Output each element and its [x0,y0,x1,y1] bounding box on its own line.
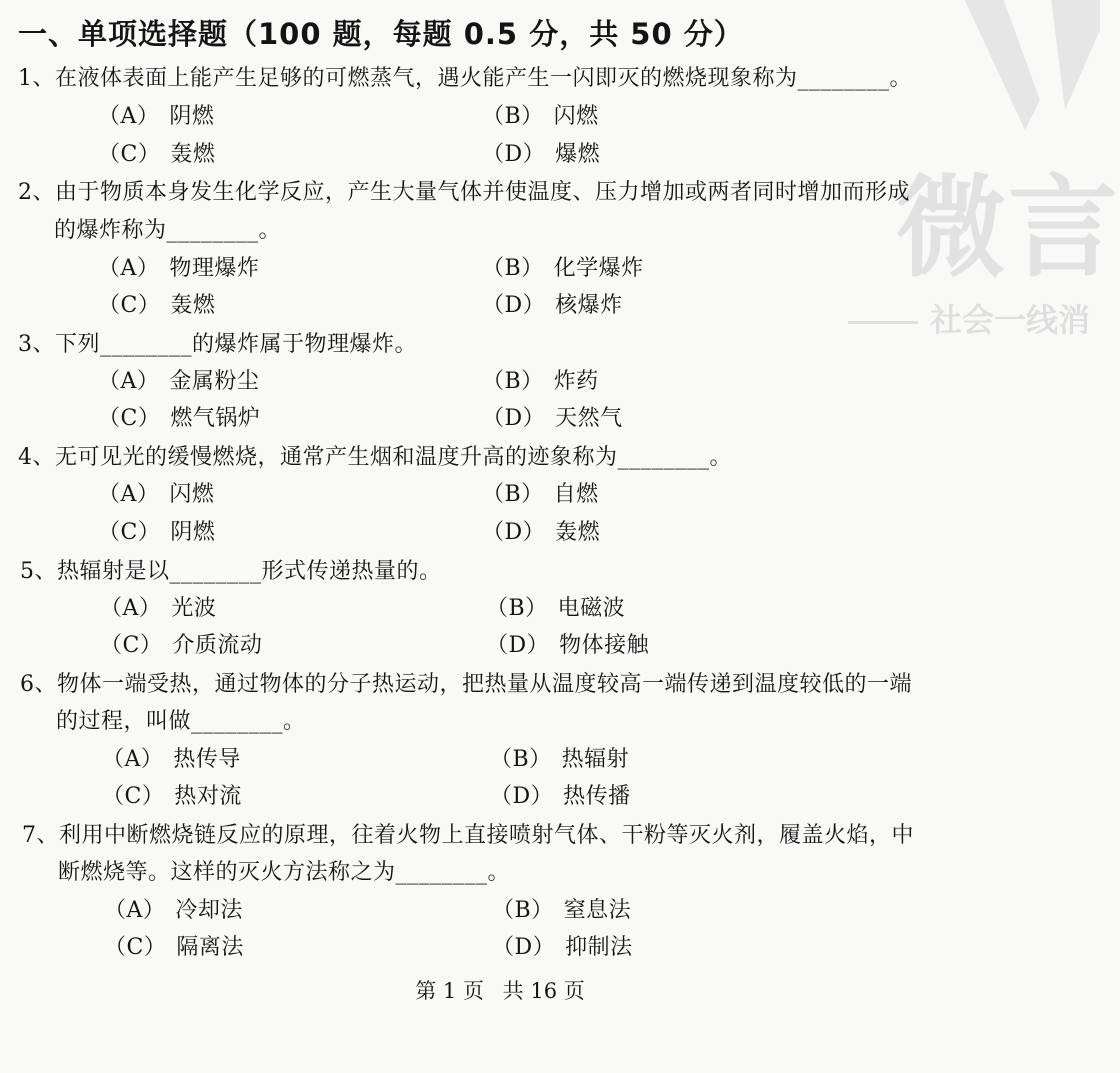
question-1-option-c: （C） 轰燃 [98,142,216,167]
question-3-option-c: （C） 燃气锅炉 [98,406,261,431]
question-5-option-a: （A） 光波 [100,596,217,621]
watermark-logo-text: 微言 [896,164,1120,292]
question-7-option-b: （B） 窒息法 [492,898,632,923]
page-footer [0,975,1000,1005]
question-2-option-a: （A） 物理爆炸 [98,256,260,281]
question-4-option-a: （A） 闪燃 [98,482,215,507]
page-number: 第 1 页 [415,979,484,1003]
watermark-logo-icon [930,0,1100,130]
question-2-option-d: （D） 核爆炸 [482,293,623,318]
question-5-option-b: （B） 电磁波 [486,596,626,621]
question-6-line-2: 的过程，叫做________。 [56,709,306,734]
question-2-line-1: 2、由于物质本身发生化学反应，产生大量气体并使温度、压力增加或两者同时增加而形成 [18,180,911,205]
question-4-option-d: （D） 轰燃 [482,520,601,545]
question-4-line-1: 4、无可见光的缓慢燃烧，通常产生烟和温度升高的迹象称为________。 [18,445,732,470]
question-5-option-c: （C） 介质流动 [100,633,263,658]
question-1-option-b: （B） 闪燃 [482,104,599,129]
question-4-option-c: （C） 阴燃 [98,520,216,545]
question-2-option-b: （B） 化学爆炸 [482,256,644,281]
question-3-option-d: （D） 天然气 [482,406,623,431]
question-6-option-d: （D） 热传播 [490,784,631,809]
question-2-option-c: （C） 轰燃 [98,293,216,318]
question-6-option-c: （C） 热对流 [102,784,242,809]
question-6-option-b: （B） 热辐射 [490,747,630,772]
question-7-line-2: 断燃烧等。这样的灭火方法称之为________。 [58,860,511,885]
question-7-option-d: （D） 抑制法 [492,935,633,960]
question-5-option-d: （D） 物体接触 [486,633,650,658]
question-7-option-c: （C） 隔离法 [104,935,244,960]
question-3-option-b: （B） 炸药 [482,369,599,394]
question-6-option-a: （A） 热传导 [102,747,241,772]
question-3-option-a: （A） 金属粉尘 [98,369,260,394]
question-4-option-b: （B） 自燃 [482,482,599,507]
question-5-line-1: 5、热辐射是以________形式传递热量的。 [20,559,442,584]
question-1-line-1: 1、在液体表面上能产生足够的可燃蒸气，遇火能产生一闪即灭的燃烧现象称为________。 [18,66,912,91]
watermark-tagline: 社会一线消 [848,295,1090,341]
question-6-line-1: 6、物体一端受热，通过物体的分子热运动，把热量从温度较高一端传递到温度较低的一端 [20,672,913,697]
question-2-line-2: 的爆炸称为________。 [54,218,282,243]
question-1-option-a: （A） 阴燃 [98,104,215,129]
page-total: 共 16 页 [502,979,585,1003]
question-7-option-a: （A） 冷却法 [104,898,243,923]
question-3-line-1: 3、下列________的爆炸属于物理爆炸。 [18,332,417,357]
section-title: 一、单项选择题（100 题，每题 0.5 分，共 50 分） [18,17,744,51]
question-1-option-d: （D） 爆燃 [482,142,601,167]
question-7-line-1: 7、利用中断燃烧链反应的原理，往着火物上直接喷射气体、干粉等灭火剂，履盖火焰，中 [22,823,915,848]
